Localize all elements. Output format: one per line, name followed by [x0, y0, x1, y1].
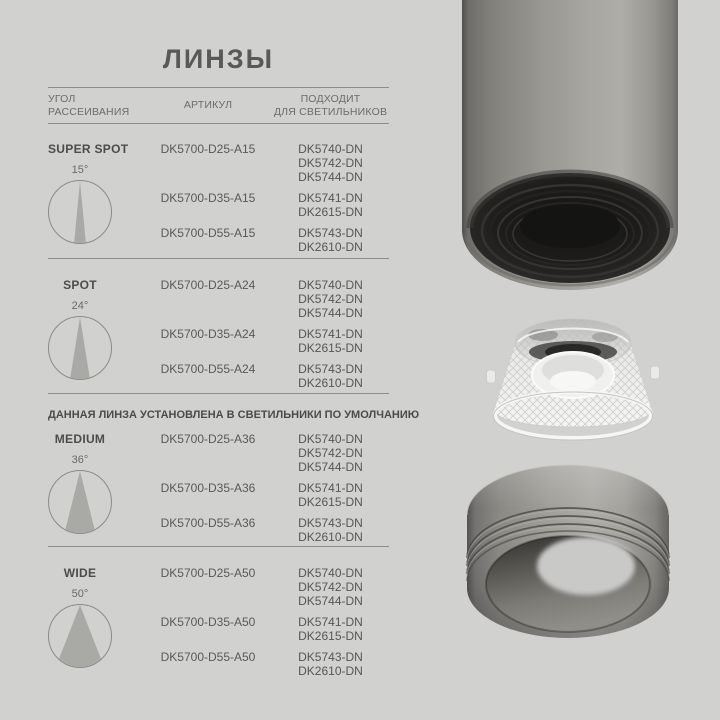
column-header-angle: УГОЛ РАССЕИВАНИЯ	[48, 93, 130, 118]
fit-code: DK5740-DN	[298, 566, 363, 580]
fit-code: DK5741-DN	[298, 481, 363, 495]
beam-cone-shape	[49, 181, 111, 243]
article-code: DK5700-D55-A24	[160, 362, 256, 376]
lens-group-spot	[48, 278, 389, 397]
beam-angle-value: 24°	[71, 300, 89, 312]
fixture-body-image	[462, 0, 678, 296]
fit-code: DK2615-DN	[298, 205, 363, 219]
beam-angle-icon	[48, 470, 112, 534]
fits-list	[272, 191, 389, 219]
fit-code: DK5741-DN	[298, 191, 363, 205]
table-row	[144, 481, 389, 509]
beam-angle-cell	[48, 278, 144, 397]
fits-list	[272, 650, 389, 678]
fit-code: DK5740-DN	[298, 142, 363, 156]
beam-angle-cell	[48, 566, 144, 685]
fixture-body-render	[462, 0, 678, 296]
fit-code: DK5744-DN	[298, 594, 363, 608]
fit-code: DK5743-DN	[298, 226, 363, 240]
section-divider	[48, 258, 389, 259]
lens-group-super-spot	[48, 142, 389, 261]
beam-angle-value: 50°	[71, 588, 89, 600]
beam-angle-cell	[48, 432, 144, 551]
fits-list	[272, 432, 389, 474]
table-row	[144, 327, 389, 355]
article-code: DK5700-D25-A15	[160, 142, 256, 156]
table-row	[144, 362, 389, 390]
fit-code: DK5744-DN	[298, 460, 363, 474]
fits-list	[272, 142, 389, 184]
beam-angle-icon	[48, 180, 112, 244]
group-name: WIDE	[63, 566, 97, 580]
beam-cone-shape	[49, 317, 111, 379]
fit-code: DK2610-DN	[298, 664, 363, 678]
fit-code: DK5742-DN	[298, 156, 363, 170]
beam-cone-shape	[49, 471, 111, 533]
article-code: DK5700-D35-A15	[160, 191, 256, 205]
beam-angle-cell	[48, 142, 144, 261]
group-rows	[144, 432, 389, 551]
group-rows	[144, 142, 389, 261]
fit-code: DK5743-DN	[298, 516, 363, 530]
fits-list	[272, 327, 389, 355]
fit-code: DK5743-DN	[298, 362, 363, 376]
article-code: DK5700-D25-A36	[160, 432, 256, 446]
lens-group-medium	[48, 432, 389, 551]
fit-code: DK2615-DN	[298, 495, 363, 509]
article-code: DK5700-D35-A24	[160, 327, 256, 341]
table-row	[144, 142, 389, 184]
fits-list	[272, 278, 389, 320]
article-code: DK5700-D55-A50	[160, 650, 256, 664]
fit-code: DK5740-DN	[298, 432, 363, 446]
table-row	[144, 432, 389, 474]
fit-code: DK5743-DN	[298, 650, 363, 664]
fit-code: DK5742-DN	[298, 580, 363, 594]
decorative-ring-render	[464, 463, 672, 641]
fits-list	[272, 615, 389, 643]
article-code: DK5700-D35-A36	[160, 481, 256, 495]
table-row	[144, 566, 389, 608]
article-code: DK5700-D25-A50	[160, 566, 256, 580]
fit-code: DK5742-DN	[298, 446, 363, 460]
beam-cone-shape	[49, 605, 111, 667]
fit-code: DK2610-DN	[298, 240, 363, 254]
table-header	[48, 87, 389, 124]
section-divider	[48, 546, 389, 547]
group-rows	[144, 566, 389, 685]
page-title: ЛИНЗЫ	[162, 44, 275, 74]
fits-list	[272, 226, 389, 254]
group-name: SPOT	[63, 278, 97, 292]
section-divider	[48, 393, 389, 394]
table-row	[144, 516, 389, 544]
default-lens-note: ДАННАЯ ЛИНЗА УСТАНОВЛЕНА В СВЕТИЛЬНИКИ ПО УМОЛЧАНИЮ	[48, 409, 420, 421]
group-rows	[144, 278, 389, 397]
fit-code: DK5744-DN	[298, 170, 363, 184]
fits-list	[272, 362, 389, 390]
lens-image	[485, 312, 661, 446]
column-header-fits: ПОДХОДИТ ДЛЯ СВЕТИЛЬНИКОВ	[273, 93, 388, 118]
fit-code: DK5744-DN	[298, 306, 363, 320]
fit-code: DK5741-DN	[298, 327, 363, 341]
fit-code: DK5741-DN	[298, 615, 363, 629]
fit-code: DK2615-DN	[298, 629, 363, 643]
article-code: DK5700-D55-A15	[160, 226, 256, 240]
table-row	[144, 191, 389, 219]
ring-image	[464, 463, 672, 641]
fit-code: DK2615-DN	[298, 341, 363, 355]
group-name: MEDIUM	[54, 432, 106, 446]
fit-code: DK5740-DN	[298, 278, 363, 292]
beam-angle-value: 36°	[71, 454, 89, 466]
group-name: SUPER SPOT	[48, 142, 129, 156]
fits-list	[272, 516, 389, 544]
beam-angle-icon	[48, 604, 112, 668]
lens-render	[485, 312, 661, 446]
table-row	[144, 650, 389, 678]
table-row	[144, 278, 389, 320]
article-code: DK5700-D25-A24	[160, 278, 256, 292]
article-code: DK5700-D35-A50	[160, 615, 256, 629]
beam-angle-value: 15°	[71, 164, 89, 176]
beam-angle-icon	[48, 316, 112, 380]
fits-list	[272, 481, 389, 509]
lens-group-wide	[48, 566, 389, 685]
column-header-article: АРТИКУЛ	[183, 99, 233, 112]
article-code: DK5700-D55-A36	[160, 516, 256, 530]
fits-list	[272, 566, 389, 608]
fit-code: DK5742-DN	[298, 292, 363, 306]
fit-code: DK2610-DN	[298, 376, 363, 390]
table-row	[144, 226, 389, 254]
table-row	[144, 615, 389, 643]
fit-code: DK2610-DN	[298, 530, 363, 544]
